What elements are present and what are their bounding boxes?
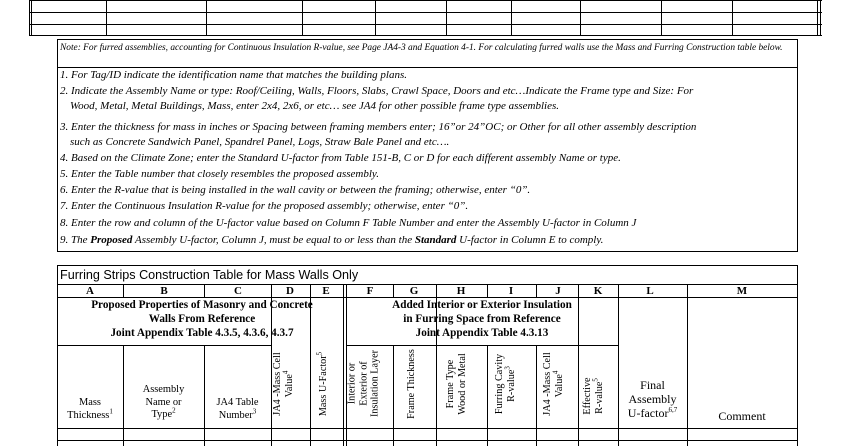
col-letter-c: C <box>234 285 242 297</box>
header-final-assembly-ufactor: Final Assembly U-factor$^{6,7}$ <box>627 378 678 420</box>
col-letter-a: A <box>86 285 94 297</box>
instruction-3-cont: such as Concrete Sandwich Panel, Spandrel Panel, Logs, Straw Bale Panel and etc…. <box>70 136 450 148</box>
col-letter-f: F <box>366 285 374 297</box>
header-mass-ufactor: Mass U-Factor$^5$ <box>315 351 329 417</box>
col-letter-l: L <box>646 285 654 297</box>
instruction-9: 9. The Proposed Assembly U-factor, Column J, must be equal to or less than the Standard U-factor in Column E to comply. <box>60 234 604 246</box>
header-effective-rvalue: Effective R-value$^5$ <box>582 377 605 415</box>
instruction-5: 5. Enter the Table number that closely resembles the proposed assembly. <box>60 168 379 180</box>
header-frame-type: Frame Type Wood or Metal <box>445 353 468 415</box>
header-interior-exterior-insulation: Interior or Exterior of Insulation Layer <box>346 349 381 418</box>
group-header-masonry: Proposed Properties of Masonry and Concrete Walls From Reference Joint Appendix Table 4.3.5, 4.3.6, 4.3.7 <box>91 299 313 339</box>
furred-assemblies-note: Note: For furred assemblies, accounting for Continuous Insulation R-value, see Page JA4-3 and Equation 4-1. For calculating furred walls use the Mass and Furring Construction table below. <box>60 43 783 53</box>
instruction-6: 6. Enter the R-value that is being installed in the wall cavity or between the framing; otherwise, enter “0”. <box>60 184 531 196</box>
furring-table-title: Furring Strips Construction Table for Mass Walls Only <box>60 268 359 282</box>
header-ja4-table-number: JA4 Table Number$^3$ <box>216 397 259 421</box>
col-letter-k: K <box>593 285 603 297</box>
col-letter-h: H <box>456 285 466 297</box>
header-comment: Comment <box>718 409 766 423</box>
instruction-8: 8. Enter the row and column of the U-factor value based on Column F Table Number and enter the Assembly U-factor in Column J <box>60 217 637 229</box>
header-frame-thickness: Frame Thickness <box>406 349 417 419</box>
col-letter-b: B <box>160 285 168 297</box>
col-letter-e: E <box>322 285 330 297</box>
instruction-2: 2. Indicate the Assembly Name or type: Roof/Ceiling, Walls, Floors, Slabs, Crawl Space, Doors and etc…Indicate the Frame type and Size: For <box>60 85 694 97</box>
instruction-2-cont: Wood, Metal, Metal Buildings, Mass, enter 2x4, 2x6, or etc… see JA4 for other possible frame type assemblies. <box>70 100 560 112</box>
col-letter-i: I <box>508 285 514 297</box>
instruction-4: 4. Based on the Climate Zone; enter the Standard U-factor from Table 151-B, C or D for each different assembly Name or type. <box>60 152 621 164</box>
instruction-1: 1. For Tag/ID indicate the identification name that matches the building plans. <box>60 69 407 81</box>
header-assembly-name: Assembly Name or Type$^2$ <box>142 384 185 420</box>
instruction-3: 3. Enter the thickness for mass in inches or Spacing between framing members enter; 16”or 24”OC; or Other for all other assembly description <box>60 121 697 133</box>
header-mass-thickness: Mass Thickness$^1$ <box>67 397 113 421</box>
header-ja4-mass-cell-value: JA4 -Mass Cell Value$^4$ <box>272 352 295 416</box>
col-letter-d: D <box>286 285 294 297</box>
instruction-7: 7. Enter the Continuous Insulation R-value for the proposed assembly; otherwise, enter “0”. <box>60 200 469 212</box>
header-furring-cavity-rvalue: Furring Cavity R-value$^3$ <box>494 353 517 415</box>
header-ja4-mass-cell-value-2: JA4 -Mass Cell Value$^4$ <box>542 352 565 416</box>
col-letter-j: J <box>555 285 561 297</box>
group-header-insulation: Added Interior or Exterior Insulation in Furring Space from Reference Joint Appendix Table 4.3.13 <box>392 299 572 339</box>
col-letter-m: M <box>736 285 748 297</box>
col-letter-g: G <box>409 285 419 297</box>
